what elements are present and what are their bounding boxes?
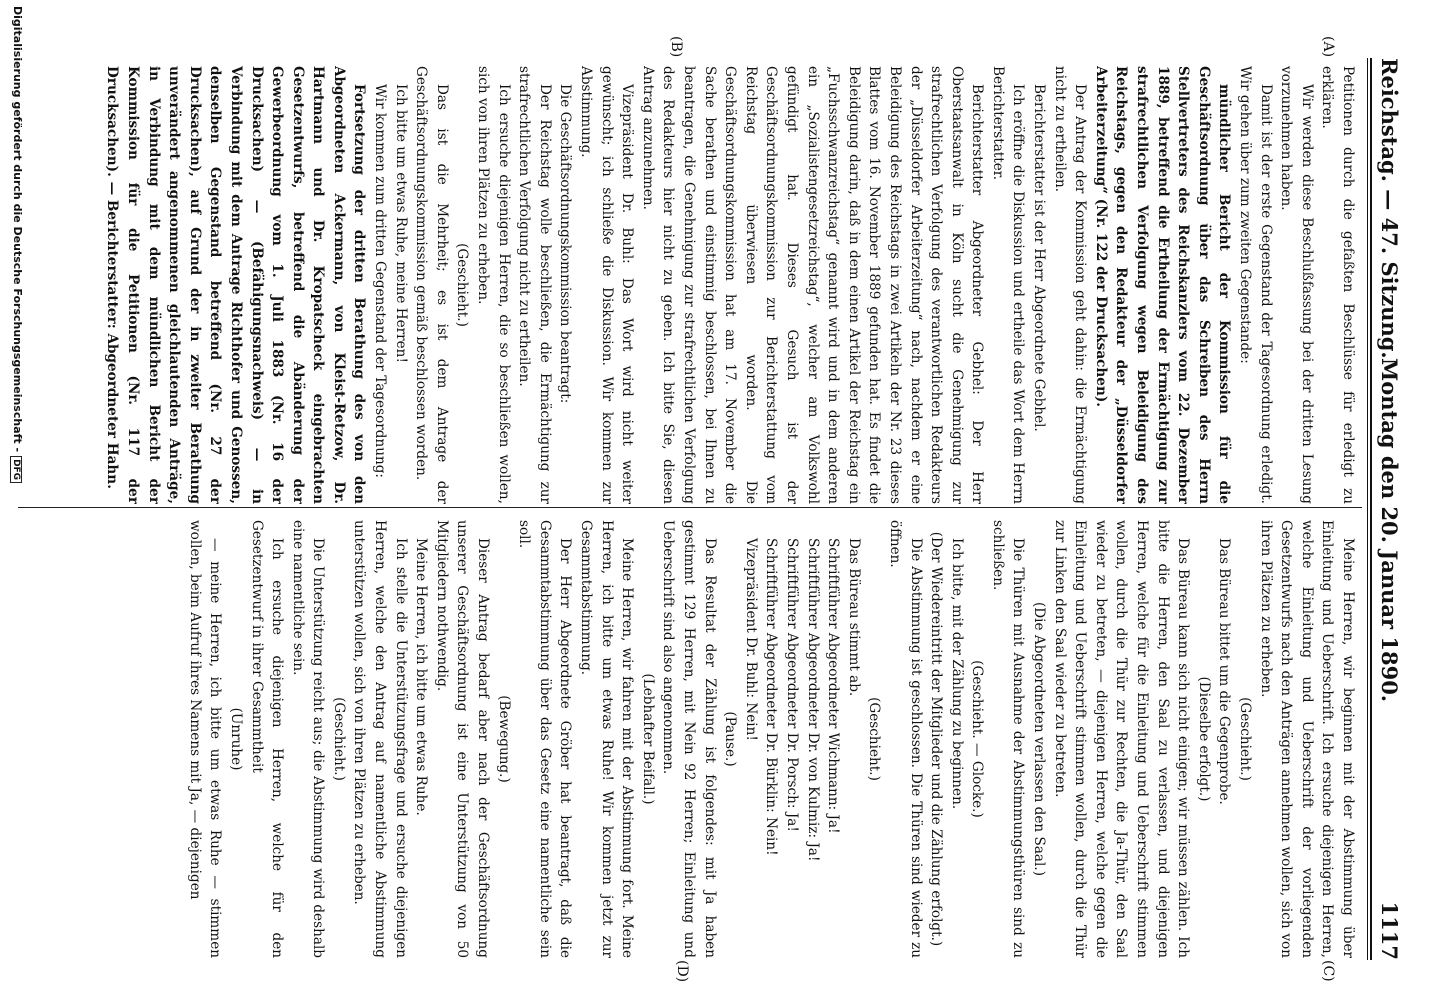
page-number: 1117: [1377, 901, 1402, 960]
dfg-logo: DFG: [10, 456, 22, 483]
stage-direction: (Geschieht. — Glocke.): [969, 660, 986, 818]
paragraph: Wir werden diese Beschlußfassung bei der dritten Lesung vorzunehmen haben.: [1278, 66, 1315, 504]
margin-marker-c: (C): [1320, 960, 1336, 982]
stage-direction: (Lebhafter Beifall.): [639, 673, 656, 805]
paragraph: Das Resultat der Zählung ist folgendes: mit Ja haben gestimmt 129 Herren, mit Nein 92 Herren; Einleitung und Ueberschrift sind also angenommen.: [660, 520, 718, 958]
stage-direction: (Unruhe): [227, 707, 244, 771]
motion-text: Der Reichstag wolle beschließen, die Ermächtigung zur strafrechtlichen Verfolgung nicht zu ertheilen.: [516, 66, 553, 504]
vote-line: Schriftführer Abgeordneter Wichmann: Ja!: [825, 538, 842, 834]
paragraph: Damit ist der erste Gegenstand der Tagesordnung erledigt. Wir gehen über zum zweiten Gegenstande:: [1237, 66, 1274, 504]
paragraph: — meine Herren, ich bitte um etwas Ruhe — stimmen wollen, beim Aufruf ihres Namens mit Ja, — diejenigen: [186, 520, 224, 958]
speech-paragraph: Berichterstatter Abgeordneter Gebhel: Der Herr Oberstaatsanwalt in Köln sucht die Genehmigung zur strafrechtlichen Verfolgung des verantwortlichen Redakteurs der „Düsseldorfer Arbeiterzeitung“ nach, nachdem er eine Beleidigung des Reichstags in zwei Artikeln der Nr. 23 dieses Blattes vom 16. November 1889 gefunden hat. Es findet die Beleidigung darin, daß in dem einen Artikel der Reichstag ein „Fuchsschwanzreichstag“ genannt wird und in dem anderen ein „Sozialistengesetzreichstag“, welcher am Volkswohl gefündigt hat. Dieses Gesuch ist der Geschäftsordnungskommission zur Berichterstattung vom Reichstag überwiesen worden. Die Geschäftsordnungskommission hat am 17. November die Sache berathen und einstimmig beschlossen, bei Ihnen zu beantragen, die Genehmigung zur strafrechtlichen Verfolgung des Redakteurs hier nicht zu geben. Ich bitte Sie, diesen Antrag anzunehmen.: [639, 66, 986, 504]
stage-direction: (Geschieht.): [1237, 697, 1254, 781]
header-left: Reichstag. — 47. Sitzung.: [1377, 58, 1402, 359]
margin-marker-b: (B): [668, 36, 684, 58]
paragraph: Ich bitte um etwas Ruhe, meine Herren!: [392, 84, 409, 363]
paragraph: Meine Herren, ich bitte um etwas Ruhe.: [413, 538, 430, 816]
vote-line: Vizepräsident Dr. Buhl: Nein!: [742, 538, 759, 741]
paragraph: Die Abstimmung ist geschlossen. Die Thüren sind wieder zu öffnen.: [886, 520, 924, 958]
paragraph: Die Geschäftsordnungskommission beantragt:: [557, 84, 574, 404]
stage-direction: (Geschieht.): [454, 243, 471, 327]
header-rule: [1367, 58, 1368, 960]
right-column: [18, 520, 1358, 958]
paragraph: Das Büreau kann sich nicht einigen; wir müssen zählen. Ich bitte die Herren, den Saal zu verlassen, und diejenigen Herren, welche für die Einleitung und Ueberschrift stimmen wollen, durch die Thür zur Rechten, die Ja-Thür, den Saal wieder zu betreten, — diejenigen Herren, welche gegen die Einleitung und Ueberschrift stimmen wollen, durch die Thür zur Linken den Saal wieder zu betreten.: [1051, 520, 1192, 958]
stage-direction: (Geschieht.): [330, 697, 347, 781]
margin-marker-a: (A): [1320, 36, 1336, 58]
page-header: [1370, 58, 1408, 960]
vote-line: Schriftführer Abgeordneter Dr. Porsch: Ja!: [783, 538, 800, 832]
speech-paragraph: Vizepräsident Dr. Buhl: Das Wort wird nicht weiter gewünscht; ich schließe die Diskussion. Wir kommen zur Abstimmung.: [578, 66, 636, 504]
stage-direction: (Dieselbe erfolgt.): [1195, 676, 1212, 802]
stage-direction: (Die Abgeordneten verlassen den Saal.): [1031, 601, 1048, 876]
paragraph: Meine Herren, wir beginnen mit der Abstimmung über Einleitung und Ueberschrift. Ich ersuche diejenigen Herren, welche Einleitung und Ueberschrift der vorliegenden Gesetzentwurfs nach den Anträgen annehmen wollen, sich von ihren Plätzen zu erheben.: [1257, 520, 1356, 958]
left-column: [18, 66, 1358, 504]
column-divider: [18, 507, 1362, 508]
paragraph: Ich ersuche diejenigen Herren, die so beschließen wollen, sich von ihren Plätzen zu erheben.: [475, 66, 512, 504]
agenda-item-heading: [1090, 66, 1234, 504]
paragraph: Das Büreau stimmt ab.: [845, 538, 862, 697]
paragraph: Ich stelle die Unterstützungsfrage und ersuche diejenigen Herren, welche den Antrag auf namentliche Abstimmung unterstützen wollen, sich von ihren Plätzen zu erheben.: [351, 520, 409, 958]
header-date: Montag den 20. Januar 1890.: [1377, 358, 1402, 703]
stage-direction: (Bewegung.): [495, 695, 512, 783]
paragraph: Petitionen durch die gefaßten Beschlüsse für erledigt zu erklären.: [1319, 66, 1356, 504]
stage-direction: (Pause.): [722, 711, 739, 767]
agenda-item-text: Fortsetzung der dritten Berathung des von den Abgeordneten Ackermann, von Kleist-Retzow, Dr. Hartmann und Dr. Kropatscheck eingebrachten Gesetzentwurfs, betreffend die Abänderung der Gewerbeordnung vom 1. Juli 1883 (Nr. 16 der Drucksachen) — (Befähigungsnachweis) — in Verbindung mit dem Antrage Richthofer und Genossen, denselben Gegenstand betreffend (Nr. 27 der Drucksachen), auf Grund der in zweiter Berathung unverändert angenommenen gleichlautenden Anträge, in Verbindung mit dem mündlichen Bericht der Kommission für die Petitionen (Nr. 117 der Drucksachen). — Berichterstatter: Abgeordneter Hahn.: [104, 66, 368, 504]
paragraph: Meine Herren, wir fahren mit der Abstimmung fort. Meine Herren, ich bitte um etwas Ruhe! Wir kommen jetzt zur Gesammtabstimmung.: [578, 520, 636, 958]
vote-line: Schriftführer Abgeordneter Dr. von Kulmiz: Ja!: [804, 538, 821, 862]
paragraph: Die Unterstützung reicht aus; die Abstimmung wird deshalb eine namentliche sein.: [289, 520, 327, 958]
paragraph: Ich bitte, mit der Zählung zu beginnen.: [948, 538, 965, 810]
paragraph: Die Thüren mit Ausnahme der Abstimmungsthüren sind zu schließen.: [989, 520, 1027, 958]
digitization-footer: [10, 6, 24, 483]
margin-marker-d: (D): [674, 960, 690, 983]
paragraph: Der Herr Abgeordnete Gröber hat beantragt, daß die Gesammtabstimmung über das Gesetz eine namentliche sein soll.: [516, 520, 574, 958]
paragraph: Das Büreau bittet um die Gegenprobe.: [1216, 538, 1233, 805]
stage-direction: (Geschieht.): [866, 697, 883, 781]
paragraph: Das ist die Mehrheit; es ist dem Antrage der Geschäftsordnungskommission gemäß beschlossen worden.: [413, 66, 450, 504]
paragraph: Wir kommen zum dritten Gegenstand der Tagesordnung:: [372, 84, 389, 479]
paragraph: Ich eröffne die Diskussion und ertheile das Wort dem Herrn Berichterstatter.: [989, 66, 1027, 504]
paragraph: Der Antrag der Kommission geht dahin: die Ermächtigung nicht zu ertheilen.: [1051, 66, 1089, 504]
stage-direction: (Der Wiedereintritt der Mitglieder und die Zählung erfolgt.): [928, 531, 945, 947]
paragraph: Dieser Antrag bedarf aber nach der Geschäftsordnung unserer Geschäftsordnung ist eine Unterstützung von 50 Mitgliedern nothwendig.: [433, 520, 492, 958]
agenda-item-heading: [102, 66, 370, 504]
paragraph: Ich ersuche diejenigen Herren, welche für den Gesetzentwurf in ihrer Gesammtheit: [248, 520, 286, 958]
vote-line: Schriftführer Abgeordneter Dr. Bürklin: Nein!: [763, 538, 780, 856]
paragraph: Berichterstatter ist der Herr Abgeordnete Gebhel.: [1031, 84, 1048, 432]
agenda-item-text: mündlicher Bericht der Kommission für die Geschäftsordnung über das Schreiben des Herrn Stellvertreters des Reichskanzlers vom 22. Dezember 1889, betreffend die Ertheilung der Ermächtigung zur strafrechtlichen Verfolgung wegen Beleidigung des Reichstags, gegen den Redakteur der „Düsseldorfer Arbeiterzeitung“ (Nr. 122 der Drucksachen).: [1092, 66, 1233, 504]
footer-text: Digitalisierung gefördert durch die Deutsche Forschungsgemeinschaft -: [11, 6, 24, 453]
